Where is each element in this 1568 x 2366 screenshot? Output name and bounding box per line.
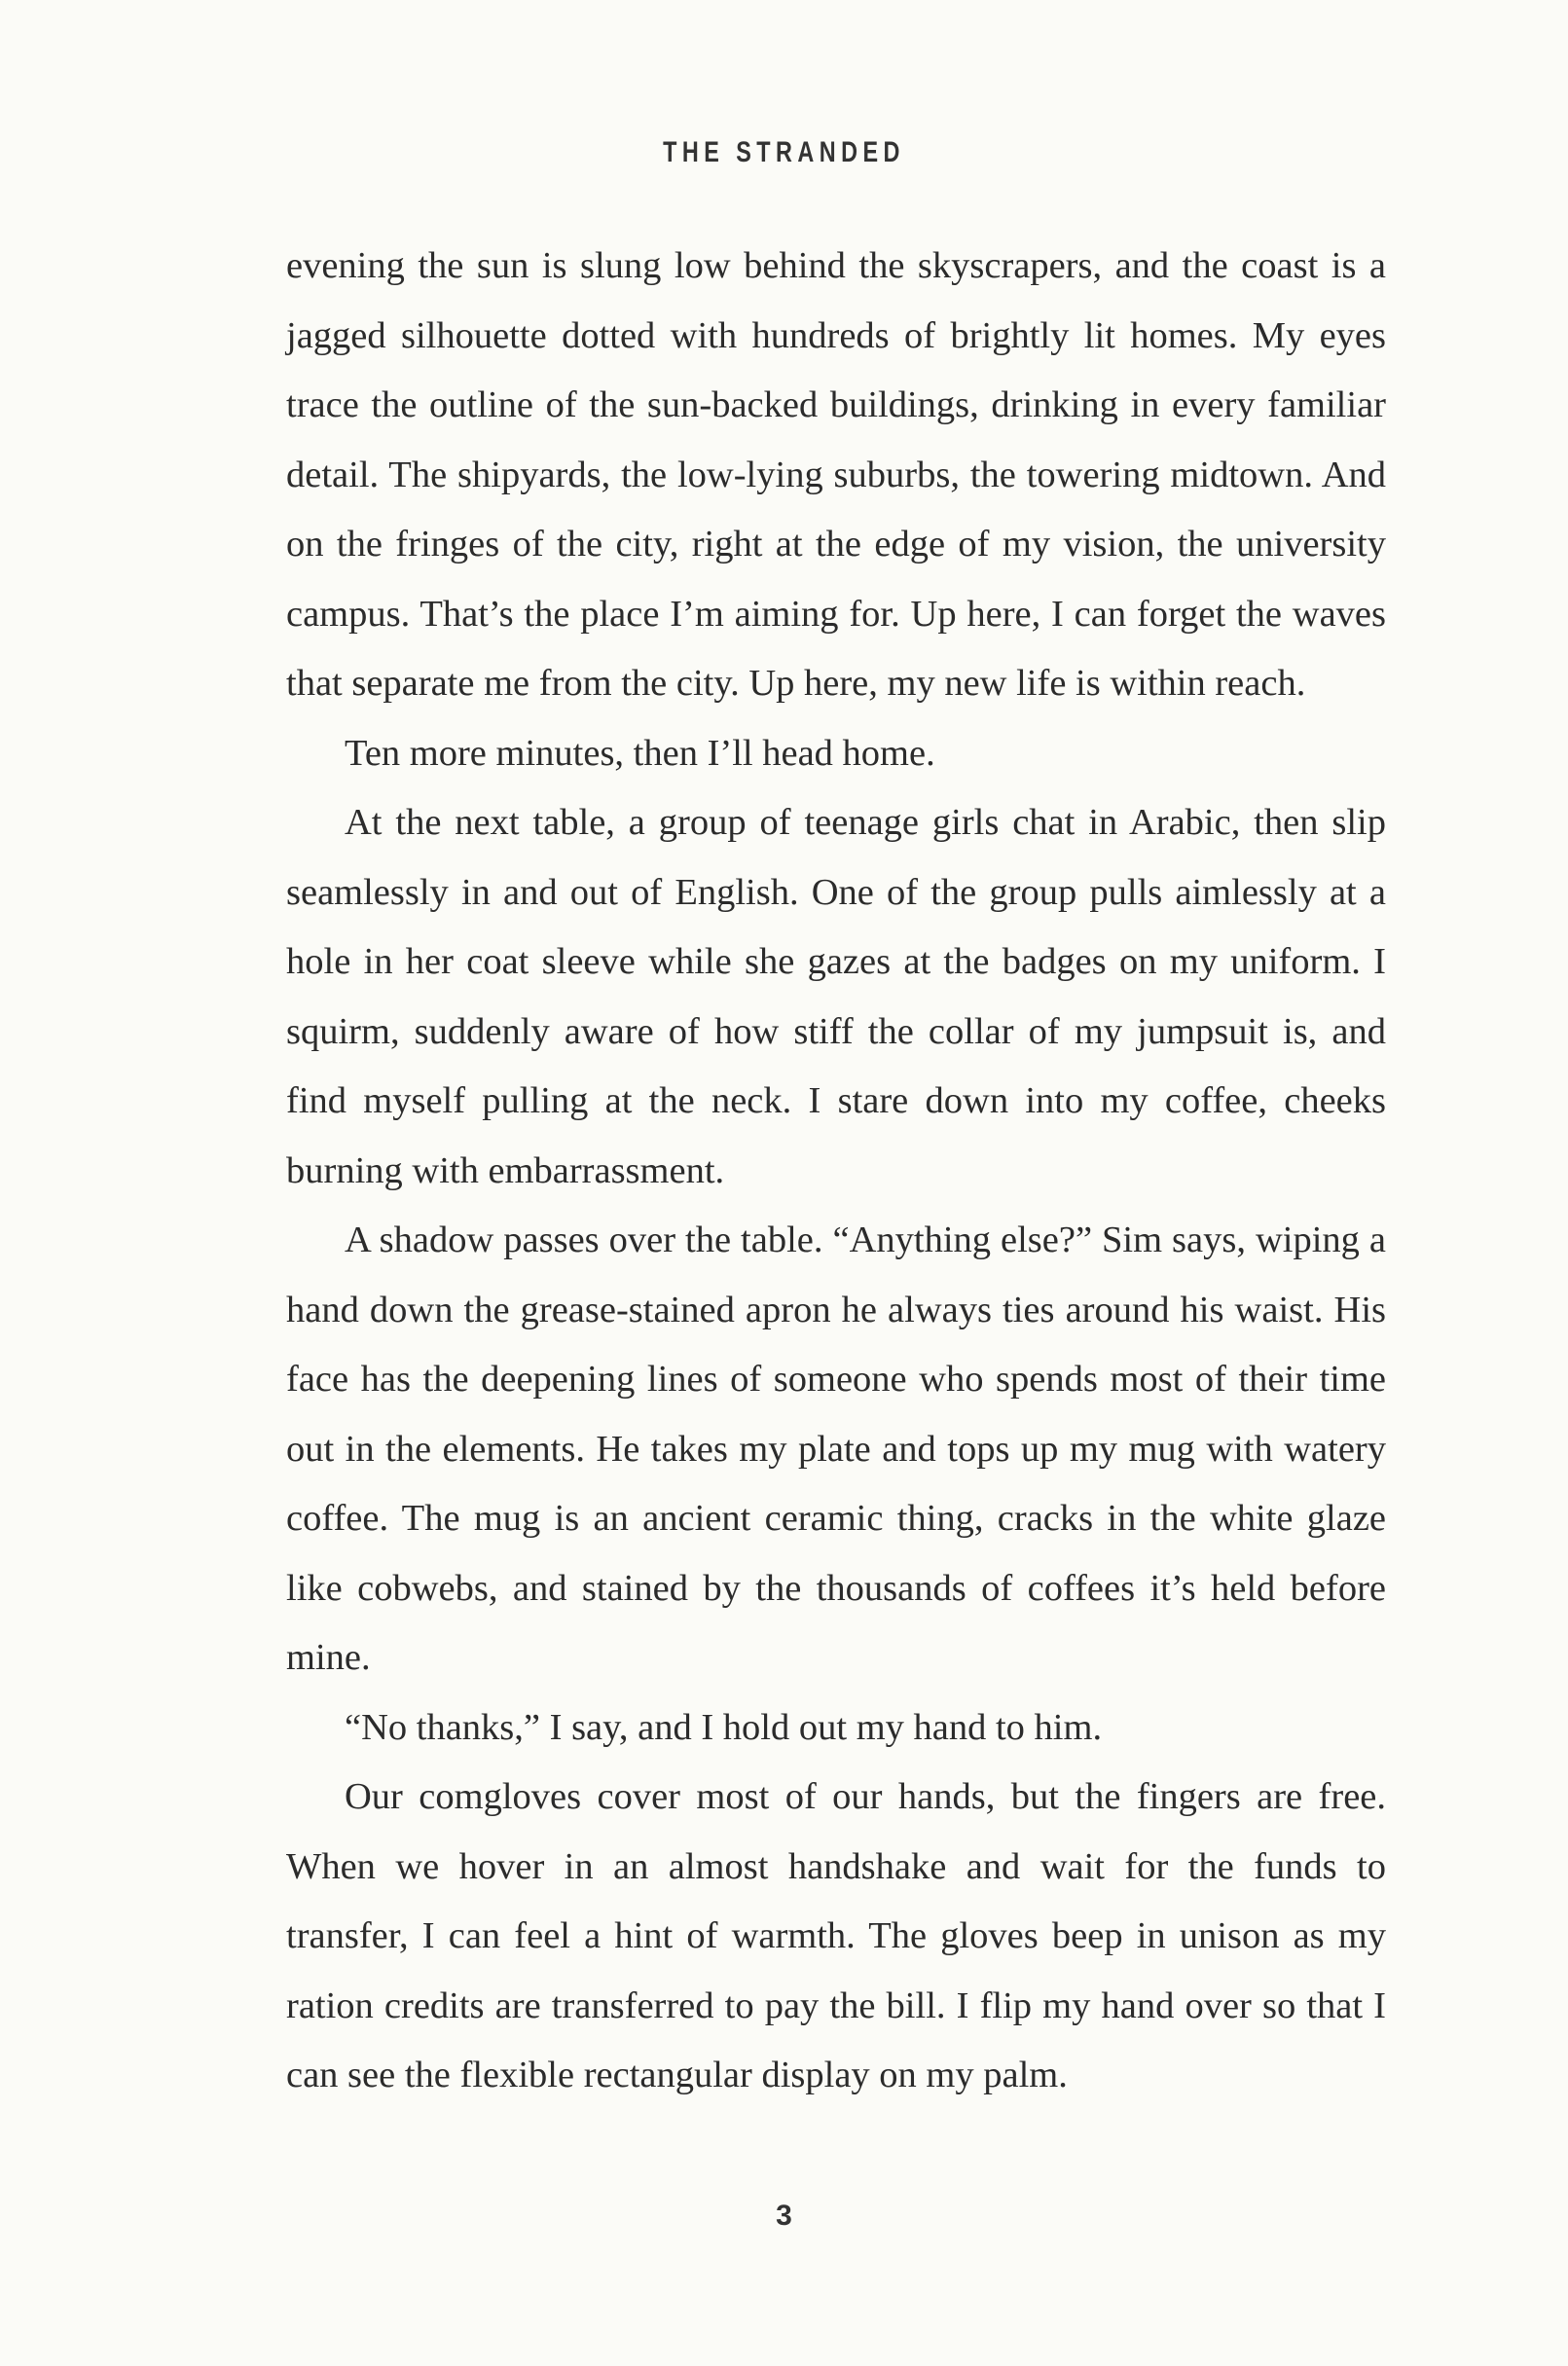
running-head: THE STRANDED <box>663 136 905 168</box>
paragraph: Our comgloves cover most of our hands, but the fingers are free. When we hover in an almost handshake and wait for the funds to transfer, I can feel a hint of warmth. The gloves beep in unison as my ration credits are transferred to pay the bill. I flip my hand over so that I can see the flexible rectangular display on my palm. <box>286 1776 1386 2095</box>
paragraph: evening the sun is slung low behind the skyscrapers, and the coast is a jagged silhouette dotted with hundreds of brightly lit homes. My eyes trace the outline of the sun-backed buildings, drinking in every familiar detail. The shipyards, the low-lying suburbs, the towering midtown. And on the fringes of the city, right at the edge of my vision, the university campus. That’s the place I’m aiming for. Up here, I can forget the waves that separate me from the city. Up here, my new life is within reach. <box>286 245 1386 704</box>
paragraph: A shadow passes over the table. “Anything else?” Sim says, wiping a hand down the grease-stained apron he always ties around his waist. His face has the deepening lines of someone who spends most of their time out in the elements. He takes my plate and tops up my mug with watery coffee. The mug is an ancient ceramic thing, cracks in the white glaze like cobwebs, and stained by the thousands of coffees it’s held before mine. <box>286 1219 1386 1678</box>
paragraph: At the next table, a group of teenage girls chat in Arabic, then slip seamlessly in and out of English. One of the group pulls aimlessly at a hole in her coat sleeve while she gazes at the badges on my uniform. I squirm, suddenly aware of how stiff the collar of my jumpsuit is, and find myself pulling at the neck. I stare down into my coffee, cheeks burning with embarrassment. <box>286 802 1386 1191</box>
paragraph: “No thanks,” I say, and I hold out my hand to him. <box>345 1706 1103 1748</box>
paragraph: Ten more minutes, then I’ll head home. <box>345 732 935 774</box>
body-text <box>286 232 1386 2111</box>
page-number: 3 <box>776 2200 792 2232</box>
